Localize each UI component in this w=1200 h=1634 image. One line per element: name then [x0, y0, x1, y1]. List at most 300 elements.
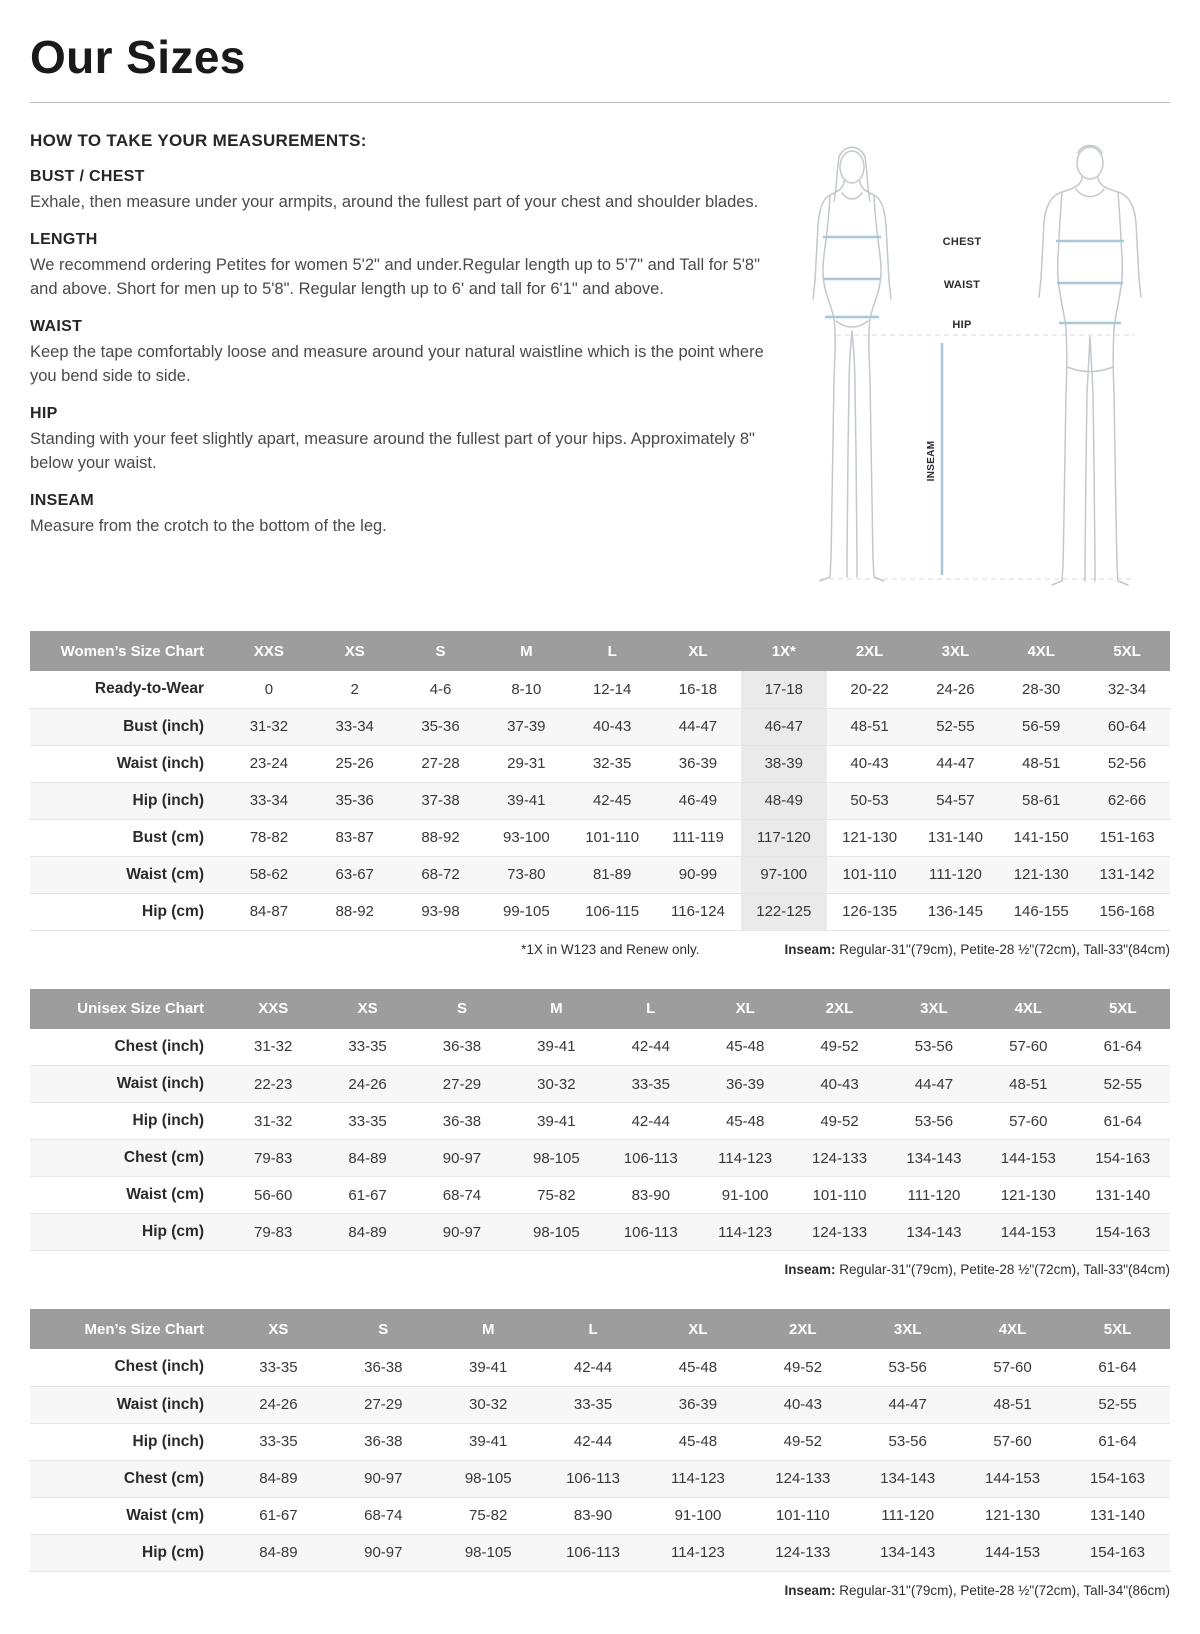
size-cell: 151-163 — [1099, 829, 1155, 846]
table-row — [30, 745, 1170, 782]
size-cell: 16-18 — [678, 680, 718, 698]
column-header: XL — [655, 631, 741, 671]
size-cell: 39-41 — [537, 1038, 576, 1056]
column-header: L — [604, 989, 698, 1029]
size-cell: 83-90 — [631, 1186, 670, 1204]
womens-size-table — [30, 631, 1170, 931]
size-cell: 44-47 — [914, 1075, 954, 1093]
size-cell: 57-60 — [993, 1433, 1032, 1450]
size-cell: 111-120 — [907, 1186, 961, 1204]
size-cell: 144-153 — [985, 1470, 1041, 1487]
instruction-section-hip — [30, 405, 765, 475]
size-cell: 39-41 — [537, 1112, 576, 1130]
column-header: 5XL — [1076, 989, 1170, 1029]
title-divider — [30, 102, 1170, 103]
table-row — [30, 1140, 1170, 1177]
size-cell: 83-90 — [573, 1507, 613, 1524]
size-cell: 53-56 — [888, 1358, 927, 1376]
size-cell: 38-39 — [741, 745, 827, 782]
size-cell: 42-44 — [573, 1358, 613, 1376]
column-header: XXS — [226, 989, 320, 1029]
instruction-body: We recommend ordering Petites for women 5'2" and under.Regular length up to 5'7" and Tall for 5'8" and above. Short for men up to 5'8". Regular length up to 6' and tall for 6'1" and above. — [30, 256, 760, 298]
column-header: XL — [646, 1309, 751, 1349]
page-title: Our Sizes — [30, 31, 246, 83]
size-cell: 106-113 — [566, 1470, 621, 1487]
size-cell: 57-60 — [993, 1358, 1032, 1376]
size-cell: 39-41 — [507, 792, 546, 809]
size-cell: 53-56 — [888, 1433, 927, 1450]
size-cell: 42-44 — [631, 1112, 670, 1130]
column-header: S — [398, 631, 484, 671]
size-cell: 33-35 — [573, 1396, 613, 1413]
size-cell: 154-163 — [1089, 1544, 1146, 1561]
size-cell: 46-49 — [678, 792, 718, 809]
size-cell: 68-72 — [421, 866, 460, 883]
size-cell: 97-100 — [741, 856, 827, 893]
table-row — [30, 1534, 1170, 1571]
size-cell: 114-123 — [670, 1544, 725, 1561]
table-row — [30, 671, 1170, 708]
size-cell: 146-155 — [1013, 903, 1069, 920]
size-cell: 44-47 — [678, 718, 718, 735]
row-label: Waist (cm) — [126, 1186, 204, 1203]
size-cell: 154-163 — [1095, 1223, 1151, 1241]
inseam-note-label: Inseam: — [784, 941, 836, 957]
row-label: Hip (inch) — [132, 791, 204, 809]
unisex-size-chart-container — [30, 989, 1170, 1252]
size-cell: 63-67 — [335, 866, 374, 883]
size-cell: 52-55 — [1098, 1396, 1137, 1413]
size-cell: 36-39 — [678, 1396, 718, 1413]
row-label: Waist (inch) — [116, 1075, 204, 1092]
measurement-diagram — [790, 131, 1162, 599]
mens-inseam-note — [784, 1583, 1170, 1598]
size-cell: 75-82 — [469, 1507, 508, 1524]
size-cell: 24-26 — [259, 1396, 298, 1413]
size-cell: 61-67 — [259, 1507, 298, 1524]
size-cell: 50-53 — [850, 792, 889, 809]
size-cell: 131-140 — [1095, 1186, 1151, 1204]
size-cell: 48-51 — [993, 1396, 1032, 1413]
size-cell: 61-67 — [348, 1186, 387, 1204]
size-cell: 68-74 — [364, 1507, 403, 1524]
size-cell: 90-97 — [442, 1223, 482, 1241]
hip-label: HIP — [952, 319, 972, 331]
size-cell: 25-26 — [335, 755, 374, 772]
table-row — [30, 893, 1170, 930]
size-cell: 57-60 — [1009, 1112, 1048, 1130]
table-row — [30, 1497, 1170, 1534]
size-cell: 36-38 — [364, 1433, 403, 1450]
row-label: Chest (inch) — [114, 1358, 204, 1376]
size-cell: 56-59 — [1022, 718, 1061, 735]
size-cell: 49-52 — [783, 1358, 822, 1376]
instruction-title: HIP — [30, 405, 58, 423]
size-cell: 144-153 — [1000, 1223, 1056, 1241]
footnote-1x: *1X in W123 and Renew only. — [521, 941, 700, 957]
size-cell: 33-34 — [335, 718, 374, 735]
unisex-footnotes — [30, 1262, 1170, 1277]
womens-size-chart-container — [30, 631, 1170, 931]
column-header: 3XL — [913, 631, 999, 671]
size-cell: 27-28 — [421, 755, 460, 772]
size-cell: 30-32 — [537, 1075, 576, 1093]
size-cell: 31-32 — [254, 1038, 293, 1056]
size-cell: 141-150 — [1013, 829, 1069, 846]
table-row — [30, 708, 1170, 745]
size-cell: 84-89 — [259, 1544, 298, 1561]
column-header: XL — [698, 989, 792, 1029]
row-label: Waist (cm) — [126, 1506, 204, 1524]
instruction-title: INSEAM — [30, 491, 95, 509]
size-cell: 93-98 — [421, 903, 460, 920]
size-cell: 81-89 — [592, 866, 632, 883]
size-cell: 36-38 — [364, 1358, 403, 1376]
size-cell: 98-105 — [533, 1149, 580, 1167]
size-cell: 44-47 — [888, 1396, 927, 1413]
inseam-note-text: Regular-31"(79cm), Petite-28 ½"(72cm), Tall-33"(84cm) — [835, 1262, 1170, 1277]
table-title: Women’s Size Chart — [30, 631, 226, 671]
size-cell: 49-52 — [820, 1038, 859, 1056]
size-cell: 27-29 — [364, 1396, 403, 1413]
row-label: Waist (inch) — [116, 1395, 204, 1413]
size-cell: 37-39 — [507, 718, 546, 735]
table-row — [30, 1423, 1170, 1460]
size-cell: 61-64 — [1103, 1038, 1142, 1056]
womens-size-chart-section — [30, 631, 1170, 957]
table-row — [30, 856, 1170, 893]
table-row — [30, 1177, 1170, 1214]
size-cell: 121-130 — [1000, 1186, 1056, 1204]
row-label: Chest (cm) — [123, 1469, 204, 1487]
size-cell: 52-55 — [936, 718, 975, 735]
table-row — [30, 1386, 1170, 1423]
size-cell: 40-43 — [850, 755, 889, 772]
size-cell: 98-105 — [533, 1223, 580, 1241]
measurement-instructions-section — [30, 131, 1170, 599]
size-cell: 48-51 — [1022, 755, 1061, 772]
size-cell: 122-125 — [741, 893, 827, 930]
size-cell: 101-110 — [842, 866, 897, 883]
size-cell: 31-32 — [254, 1112, 293, 1130]
body-figures-illustration — [790, 131, 1162, 599]
size-cell: 40-43 — [820, 1075, 859, 1093]
size-cell: 111-120 — [928, 866, 982, 883]
column-header: 2XL — [827, 631, 913, 671]
column-header: L — [541, 1309, 646, 1349]
header-row — [30, 631, 1170, 671]
woman-figure — [813, 147, 891, 581]
size-cell: 35-36 — [335, 792, 374, 809]
unisex-inseam-note — [784, 1262, 1170, 1277]
size-cell: 121-130 — [842, 829, 898, 846]
inseam-note-text: Regular-31"(79cm), Petite-28 ½"(72cm), Tall-33"(84cm) — [835, 941, 1170, 957]
size-cell: 124-133 — [812, 1223, 868, 1241]
mens-footnotes — [30, 1583, 1170, 1598]
size-cell: 58-61 — [1022, 792, 1061, 809]
size-cell: 78-82 — [249, 829, 289, 846]
size-cell: 99-105 — [502, 903, 550, 920]
size-cell: 57-60 — [1009, 1038, 1048, 1056]
column-header: S — [331, 1309, 436, 1349]
instructions-column — [30, 131, 765, 538]
size-cell: 22-23 — [254, 1075, 293, 1093]
size-cell: 32-35 — [592, 755, 632, 772]
size-cell: 49-52 — [820, 1112, 859, 1130]
size-cell: 98-105 — [464, 1470, 512, 1487]
size-cell: 134-143 — [906, 1149, 962, 1167]
size-cell: 56-60 — [254, 1186, 293, 1204]
table-row — [30, 1029, 1170, 1066]
size-cell: 33-35 — [348, 1038, 387, 1056]
size-cell: 36-38 — [442, 1112, 482, 1130]
size-cell: 124-133 — [775, 1544, 831, 1561]
size-cell: 49-52 — [783, 1433, 822, 1450]
size-cell: 39-41 — [469, 1433, 508, 1450]
size-cell: 54-57 — [936, 792, 975, 809]
size-cell: 31-32 — [249, 718, 289, 735]
instruction-section-bust-chest — [30, 168, 765, 214]
size-cell: 154-163 — [1095, 1149, 1151, 1167]
size-cell: 106-113 — [623, 1149, 678, 1167]
size-cell: 28-30 — [1022, 680, 1061, 698]
table-row — [30, 782, 1170, 819]
size-cell: 48-51 — [850, 718, 889, 735]
column-header: XXS — [226, 631, 312, 671]
unisex-size-table — [30, 989, 1170, 1252]
row-label: Chest (cm) — [123, 1149, 204, 1166]
size-cell: 136-145 — [927, 903, 983, 920]
size-cell: 131-140 — [1089, 1507, 1146, 1524]
size-cell: 93-100 — [502, 829, 550, 846]
size-cell: 53-56 — [914, 1112, 954, 1130]
size-cell: 134-143 — [880, 1470, 936, 1487]
size-cell: 33-34 — [249, 792, 289, 809]
size-cell: 68-74 — [442, 1186, 482, 1204]
size-cell: 4-6 — [429, 680, 452, 698]
size-cell: 35-36 — [421, 718, 460, 735]
row-label: Ready-to-Wear — [94, 680, 204, 698]
size-cell: 62-66 — [1107, 792, 1147, 809]
unisex-size-chart-section — [30, 989, 1170, 1278]
size-cell: 48-49 — [741, 782, 827, 819]
table-row — [30, 819, 1170, 856]
size-cell: 33-35 — [631, 1075, 670, 1093]
size-cell: 36-39 — [678, 755, 718, 772]
size-cell: 84-89 — [348, 1223, 387, 1241]
womens-footnotes — [30, 942, 1170, 957]
column-header: XS — [320, 989, 414, 1029]
size-cell: 45-48 — [725, 1038, 765, 1056]
size-cell: 44-47 — [936, 755, 975, 772]
column-header: 5XL — [1065, 1309, 1170, 1349]
size-cell: 101-110 — [775, 1507, 830, 1524]
size-cell: 90-97 — [442, 1149, 482, 1167]
instruction-body: Measure from the crotch to the bottom of the leg. — [30, 516, 387, 535]
size-cell: 8-10 — [511, 680, 542, 698]
instruction-title: LENGTH — [30, 231, 98, 249]
size-cell: 144-153 — [1000, 1149, 1056, 1167]
chest-label: CHEST — [942, 236, 982, 248]
row-label: Bust (inch) — [123, 717, 204, 735]
instruction-section-waist — [30, 318, 765, 388]
column-header: 3XL — [855, 1309, 960, 1349]
column-header: 4XL — [998, 631, 1084, 671]
size-cell: 83-87 — [335, 829, 374, 846]
row-label: Hip (cm) — [142, 1223, 204, 1240]
column-header: M — [483, 631, 569, 671]
header-row — [30, 1309, 1170, 1349]
instruction-section-inseam — [30, 492, 765, 538]
size-cell: 48-51 — [1009, 1075, 1048, 1093]
size-cell: 12-14 — [592, 680, 632, 698]
row-label: Bust (cm) — [132, 828, 204, 846]
size-cell: 131-140 — [927, 829, 983, 846]
size-cell: 156-168 — [1099, 903, 1155, 920]
table-row — [30, 1214, 1170, 1251]
instruction-title: BUST / CHEST — [30, 168, 145, 185]
size-cell: 27-29 — [442, 1075, 482, 1093]
mens-size-table — [30, 1309, 1170, 1572]
size-cell: 73-80 — [507, 866, 546, 883]
inseam-note-label: Inseam: — [784, 1582, 836, 1598]
column-header: 3XL — [887, 989, 981, 1029]
size-cell: 84-89 — [348, 1149, 387, 1167]
size-cell: 114-123 — [718, 1223, 773, 1241]
size-cell: 134-143 — [906, 1223, 962, 1241]
row-label: Chest (inch) — [114, 1037, 204, 1055]
size-cell: 33-35 — [259, 1358, 298, 1376]
size-cell: 101-110 — [812, 1186, 867, 1204]
size-cell: 111-119 — [672, 829, 724, 846]
row-label: Hip (cm) — [142, 902, 204, 920]
size-cell: 53-56 — [914, 1038, 954, 1056]
size-cell: 88-92 — [335, 903, 374, 920]
size-cell: 84-87 — [249, 903, 289, 920]
row-label: Hip (inch) — [132, 1432, 204, 1450]
size-cell: 106-115 — [585, 903, 640, 920]
size-cell: 32-34 — [1107, 680, 1147, 698]
size-cell: 90-99 — [678, 866, 718, 883]
row-label: Hip (cm) — [142, 1543, 204, 1561]
inseam-label: INSEAM — [926, 440, 937, 482]
size-cell: 106-113 — [623, 1223, 678, 1241]
instruction-title: WAIST — [30, 318, 83, 336]
size-cell: 42-44 — [573, 1433, 613, 1450]
size-cell: 114-123 — [718, 1149, 773, 1167]
size-cell: 75-82 — [537, 1186, 576, 1204]
size-cell: 2 — [350, 680, 359, 698]
size-cell: 79-83 — [254, 1223, 293, 1241]
size-cell: 40-43 — [783, 1396, 822, 1413]
header-row — [30, 989, 1170, 1029]
size-cell: 116-124 — [671, 903, 725, 920]
size-cell: 126-135 — [842, 903, 898, 920]
size-cell: 91-100 — [674, 1507, 722, 1524]
column-header: 4XL — [960, 1309, 1065, 1349]
size-cell: 88-92 — [421, 829, 460, 846]
size-cell: 79-83 — [254, 1149, 293, 1167]
table-title: Men’s Size Chart — [30, 1309, 226, 1349]
size-cell: 33-35 — [348, 1112, 387, 1130]
size-cell: 52-56 — [1107, 755, 1147, 772]
size-cell: 124-133 — [775, 1470, 831, 1487]
size-cell: 60-64 — [1107, 718, 1147, 735]
table-row — [30, 1066, 1170, 1103]
size-cell: 61-64 — [1103, 1112, 1142, 1130]
size-cell: 121-130 — [985, 1507, 1041, 1524]
table-row — [30, 1103, 1170, 1140]
inseam-note-text: Regular-31"(79cm), Petite-28 ½"(72cm), Tall-34"(86cm) — [835, 1582, 1170, 1598]
man-figure — [1039, 146, 1141, 586]
size-cell: 154-163 — [1089, 1470, 1146, 1487]
size-cell: 98-105 — [464, 1544, 512, 1561]
row-label: Waist (inch) — [116, 754, 204, 772]
size-cell: 24-26 — [936, 680, 975, 698]
row-label: Waist (cm) — [126, 865, 204, 883]
size-cell: 131-142 — [1099, 866, 1155, 883]
table-row — [30, 1349, 1170, 1386]
size-cell: 45-48 — [725, 1112, 765, 1130]
column-header: 2XL — [792, 989, 886, 1029]
size-cell: 17-18 — [741, 671, 827, 708]
size-cell: 121-130 — [1013, 866, 1069, 883]
table-title: Unisex Size Chart — [30, 989, 226, 1029]
size-cell: 61-64 — [1098, 1433, 1137, 1450]
size-cell: 144-153 — [985, 1544, 1041, 1561]
instruction-body: Standing with your feet slightly apart, measure around the fullest part of your hips. Approximately 8" below your waist. — [30, 430, 755, 472]
size-cell: 24-26 — [348, 1075, 387, 1093]
column-header: XS — [226, 1309, 331, 1349]
size-cell: 91-100 — [721, 1186, 769, 1204]
size-cell: 29-31 — [507, 755, 546, 772]
size-cell: 23-24 — [249, 755, 289, 772]
size-cell: 42-44 — [631, 1038, 670, 1056]
column-header: S — [415, 989, 509, 1029]
size-cell: 117-120 — [741, 819, 827, 856]
size-cell: 111-120 — [881, 1507, 935, 1524]
size-cell: 58-62 — [249, 866, 289, 883]
mens-size-chart-section — [30, 1309, 1170, 1598]
womens-inseam-note — [784, 942, 1170, 957]
size-cell: 134-143 — [880, 1544, 936, 1561]
column-header: 5XL — [1084, 631, 1170, 671]
instructions-heading: HOW TO TAKE YOUR MEASUREMENTS: — [30, 131, 367, 150]
column-header: 4XL — [981, 989, 1075, 1029]
instruction-section-length — [30, 231, 765, 301]
row-label: Hip (inch) — [132, 1112, 204, 1129]
inseam-note-label: Inseam: — [784, 1262, 836, 1277]
column-header: 1X* — [741, 631, 827, 671]
column-header: M — [436, 1309, 541, 1349]
table-row — [30, 1460, 1170, 1497]
size-cell: 39-41 — [469, 1358, 508, 1376]
size-cell: 37-38 — [421, 792, 460, 809]
mens-size-chart-container — [30, 1309, 1170, 1572]
size-cell: 36-38 — [442, 1038, 482, 1056]
size-cell: 101-110 — [585, 829, 640, 846]
size-cell: 46-47 — [741, 708, 827, 745]
size-cell: 30-32 — [469, 1396, 508, 1413]
size-cell: 106-113 — [566, 1544, 621, 1561]
column-header: 2XL — [750, 1309, 855, 1349]
size-cell: 61-64 — [1098, 1358, 1137, 1376]
column-header: M — [509, 989, 603, 1029]
size-cell: 114-123 — [670, 1470, 725, 1487]
instruction-body: Keep the tape comfortably loose and measure around your natural waistline which is the point where you bend side to side. — [30, 343, 764, 385]
waist-label: WAIST — [943, 279, 981, 291]
size-cell: 84-89 — [259, 1470, 298, 1487]
